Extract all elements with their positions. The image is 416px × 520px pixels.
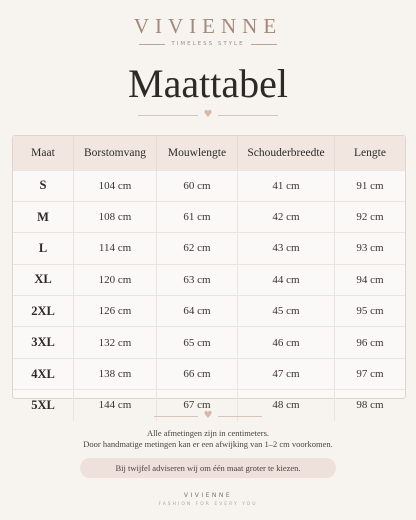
length-cell: 92 cm (335, 201, 406, 232)
chest-cell: 108 cm (74, 201, 157, 232)
size-cell: 2XL (13, 296, 74, 327)
shoulder-cell: 47 cm (238, 358, 335, 389)
chest-cell: 126 cm (74, 296, 157, 327)
header-sleeve: Mouwlengte (157, 136, 238, 170)
size-cell: 4XL (13, 358, 74, 389)
footer (0, 492, 416, 507)
sleeve-cell: 60 cm (157, 170, 238, 201)
length-cell: 94 cm (335, 264, 406, 295)
sleeve-cell: 62 cm (157, 233, 238, 264)
size-cell: XL (13, 264, 74, 295)
chest-cell: 138 cm (74, 358, 157, 389)
page-title: Maattabel (128, 61, 288, 106)
tagline-rule-right (251, 44, 277, 45)
table-row (13, 296, 405, 327)
chest-cell: 132 cm (74, 327, 157, 358)
sleeve-cell: 65 cm (157, 327, 238, 358)
table-row (13, 264, 405, 295)
heart-icon: ♥ (203, 109, 213, 120)
measurement-note (0, 428, 416, 450)
size-cell: 5XL (13, 390, 74, 421)
table-row (13, 358, 405, 389)
length-cell: 98 cm (335, 390, 406, 421)
chest-cell: 144 cm (74, 390, 157, 421)
advice-banner: Bij twijfel adviseren wij om één maat groter te kiezen. (80, 458, 336, 478)
shoulder-cell: 41 cm (238, 170, 335, 201)
footer-brand: VIVIENNE (183, 492, 233, 499)
sleeve-cell: 63 cm (157, 264, 238, 295)
sleeve-cell: 67 cm (157, 390, 238, 421)
brand-name: VIVIENNE (133, 14, 283, 38)
chest-cell: 114 cm (74, 233, 157, 264)
divider-line-right (218, 416, 262, 417)
shoulder-cell: 43 cm (238, 233, 335, 264)
shoulder-cell: 45 cm (238, 296, 335, 327)
header-shoulder: Schouderbreedte (238, 136, 335, 170)
tagline-rule-left (139, 44, 165, 45)
sleeve-cell: 66 cm (157, 358, 238, 389)
table-row (13, 170, 405, 201)
size-cell: 3XL (13, 327, 74, 358)
divider-line-right (218, 115, 278, 116)
size-cell: L (13, 233, 74, 264)
length-cell: 95 cm (335, 296, 406, 327)
header-chest: Borstomvang (74, 136, 157, 170)
shoulder-cell: 42 cm (238, 201, 335, 232)
shoulder-cell: 46 cm (238, 327, 335, 358)
title-divider (0, 110, 416, 120)
header-size: Maat (31, 146, 55, 159)
shoulder-cell: 48 cm (238, 390, 335, 421)
length-cell: 91 cm (335, 170, 406, 201)
table-header-row (13, 136, 405, 170)
note-line-1: Alle afmetingen zijn in centimeters. (146, 428, 270, 438)
length-cell: 93 cm (335, 233, 406, 264)
length-cell: 97 cm (335, 358, 406, 389)
length-cell: 96 cm (335, 327, 406, 358)
divider-line-left (138, 115, 198, 116)
note-line-2: Door handmatige metingen kan er een afwijking van 1–2 cm voorkomen. (83, 439, 333, 449)
heart-icon: ♥ (203, 410, 213, 421)
sleeve-cell: 61 cm (157, 201, 238, 232)
header-length: Lengte (335, 136, 406, 170)
brand-tagline: TIMELESS STYLE (171, 41, 245, 47)
table-row (13, 201, 405, 232)
size-table (12, 135, 406, 412)
divider-line-left (154, 416, 198, 417)
shoulder-cell: 44 cm (238, 264, 335, 295)
size-cell: M (13, 201, 74, 232)
tagline-row (0, 41, 416, 47)
size-cell: S (13, 170, 74, 201)
note-divider (0, 411, 416, 421)
sleeve-cell: 64 cm (157, 296, 238, 327)
chest-cell: 120 cm (74, 264, 157, 295)
table-row (13, 233, 405, 264)
table-row (13, 327, 405, 358)
footer-tagline: FASHION FOR EVERY YOU (158, 502, 258, 507)
chest-cell: 104 cm (74, 170, 157, 201)
brand-header (0, 14, 416, 47)
